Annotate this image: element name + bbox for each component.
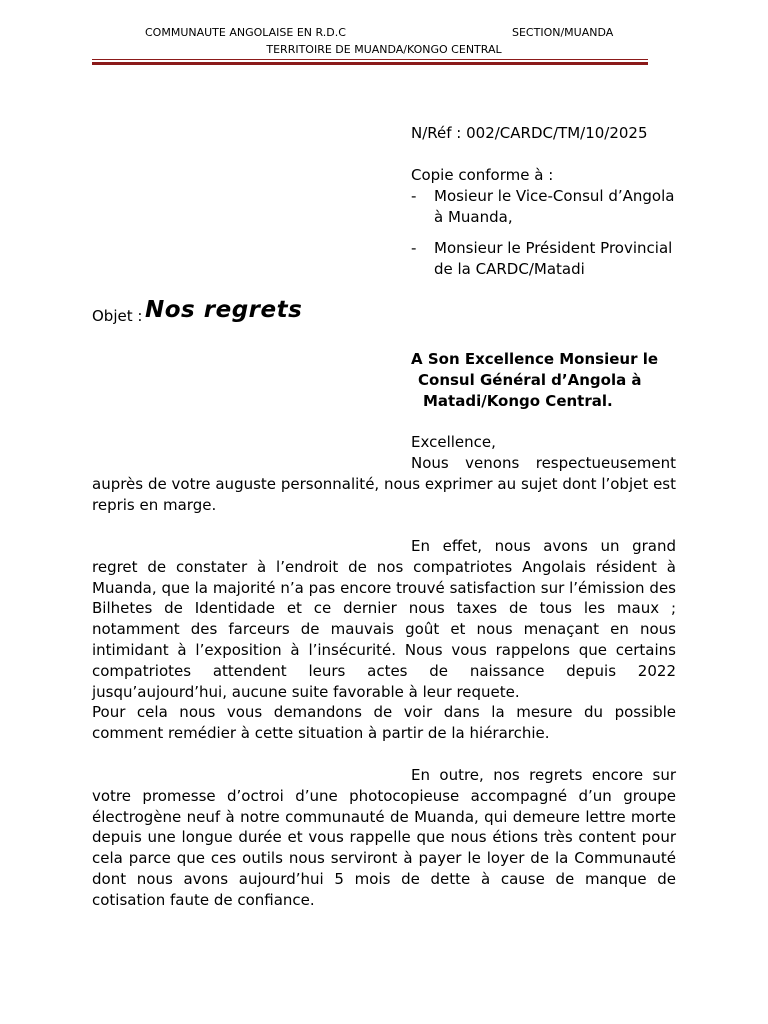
body-paragraph-3: Pour cela nous vous demandons de voir dans la mesure du possible comment remédier à cette situation à partir de la hiérarchie.	[92, 703, 676, 742]
header-rule-thin	[92, 59, 648, 60]
territory-name: TERRITOIRE DE MUANDA/KONGO CENTRAL	[266, 43, 502, 56]
copy-item-text: Mosieur le Vice-Consul d’Angola à Muanda,	[434, 187, 675, 226]
salutation: Excellence,	[411, 433, 496, 451]
reference-number: N/Réf : 002/CARDC/TM/10/2025	[411, 124, 648, 142]
body-paragraph-2: En effet, nous avons un grand regret de constater à l’endroit de nos compatriotes Angolais résident à Muanda, que la majorité n’a pas encore trouvé satisfaction sur l’émission des Bilhetes de Identidade et ce dernier nous taxes de tous les maux ; notamment des farceurs de mauvais goût et nous menaçant en nous intimidant à l’exposition à l’insécurité. Nous vous rappelons que certains compatriotes attendent leurs actes de naissance depuis 2022 jusqu’aujourd’hui, aucune suite favorable à leur requete.	[92, 537, 676, 701]
organization-name: COMMUNAUTE ANGOLAISE EN R.D.C	[145, 26, 346, 39]
recipient-line-2: Consul Général d’Angola à	[418, 371, 642, 389]
list-dash: -	[411, 239, 417, 257]
body-paragraph-1: Nous venons respectueusement auprès de votre auguste personnalité, nous exprimer au sujet dont l’objet est repris en marge.	[92, 454, 676, 514]
header-rule-thick	[92, 62, 648, 65]
subject-label: Objet :	[92, 307, 143, 325]
subject-title: Nos regrets	[145, 297, 303, 323]
recipient-line-1: A Son Excellence Monsieur le	[411, 350, 659, 368]
list-dash: -	[411, 187, 417, 205]
copy-item-text: Monsieur le Président Provincial de la CARDC/Matadi	[434, 239, 673, 278]
section-name: SECTION/MUANDA	[512, 26, 614, 39]
recipient-line-3: Matadi/Kongo Central.	[423, 392, 613, 410]
body-paragraph-4: En outre, nos regrets encore sur votre promesse d’octroi d’une photocopieuse accompagné d’un groupe électrogène neuf à notre communauté de Muanda, qui demeure lettre morte depuis une longue durée et vous rappelle que nous étions très content pour cela parce que ces outils nous serviront à payer le loyer de la Communauté dont nous avons aujourd’hui 5 mois de dette à cause de manque de cotisation faute de confiance.	[92, 766, 676, 909]
copies-label: Copie conforme à :	[411, 166, 554, 184]
